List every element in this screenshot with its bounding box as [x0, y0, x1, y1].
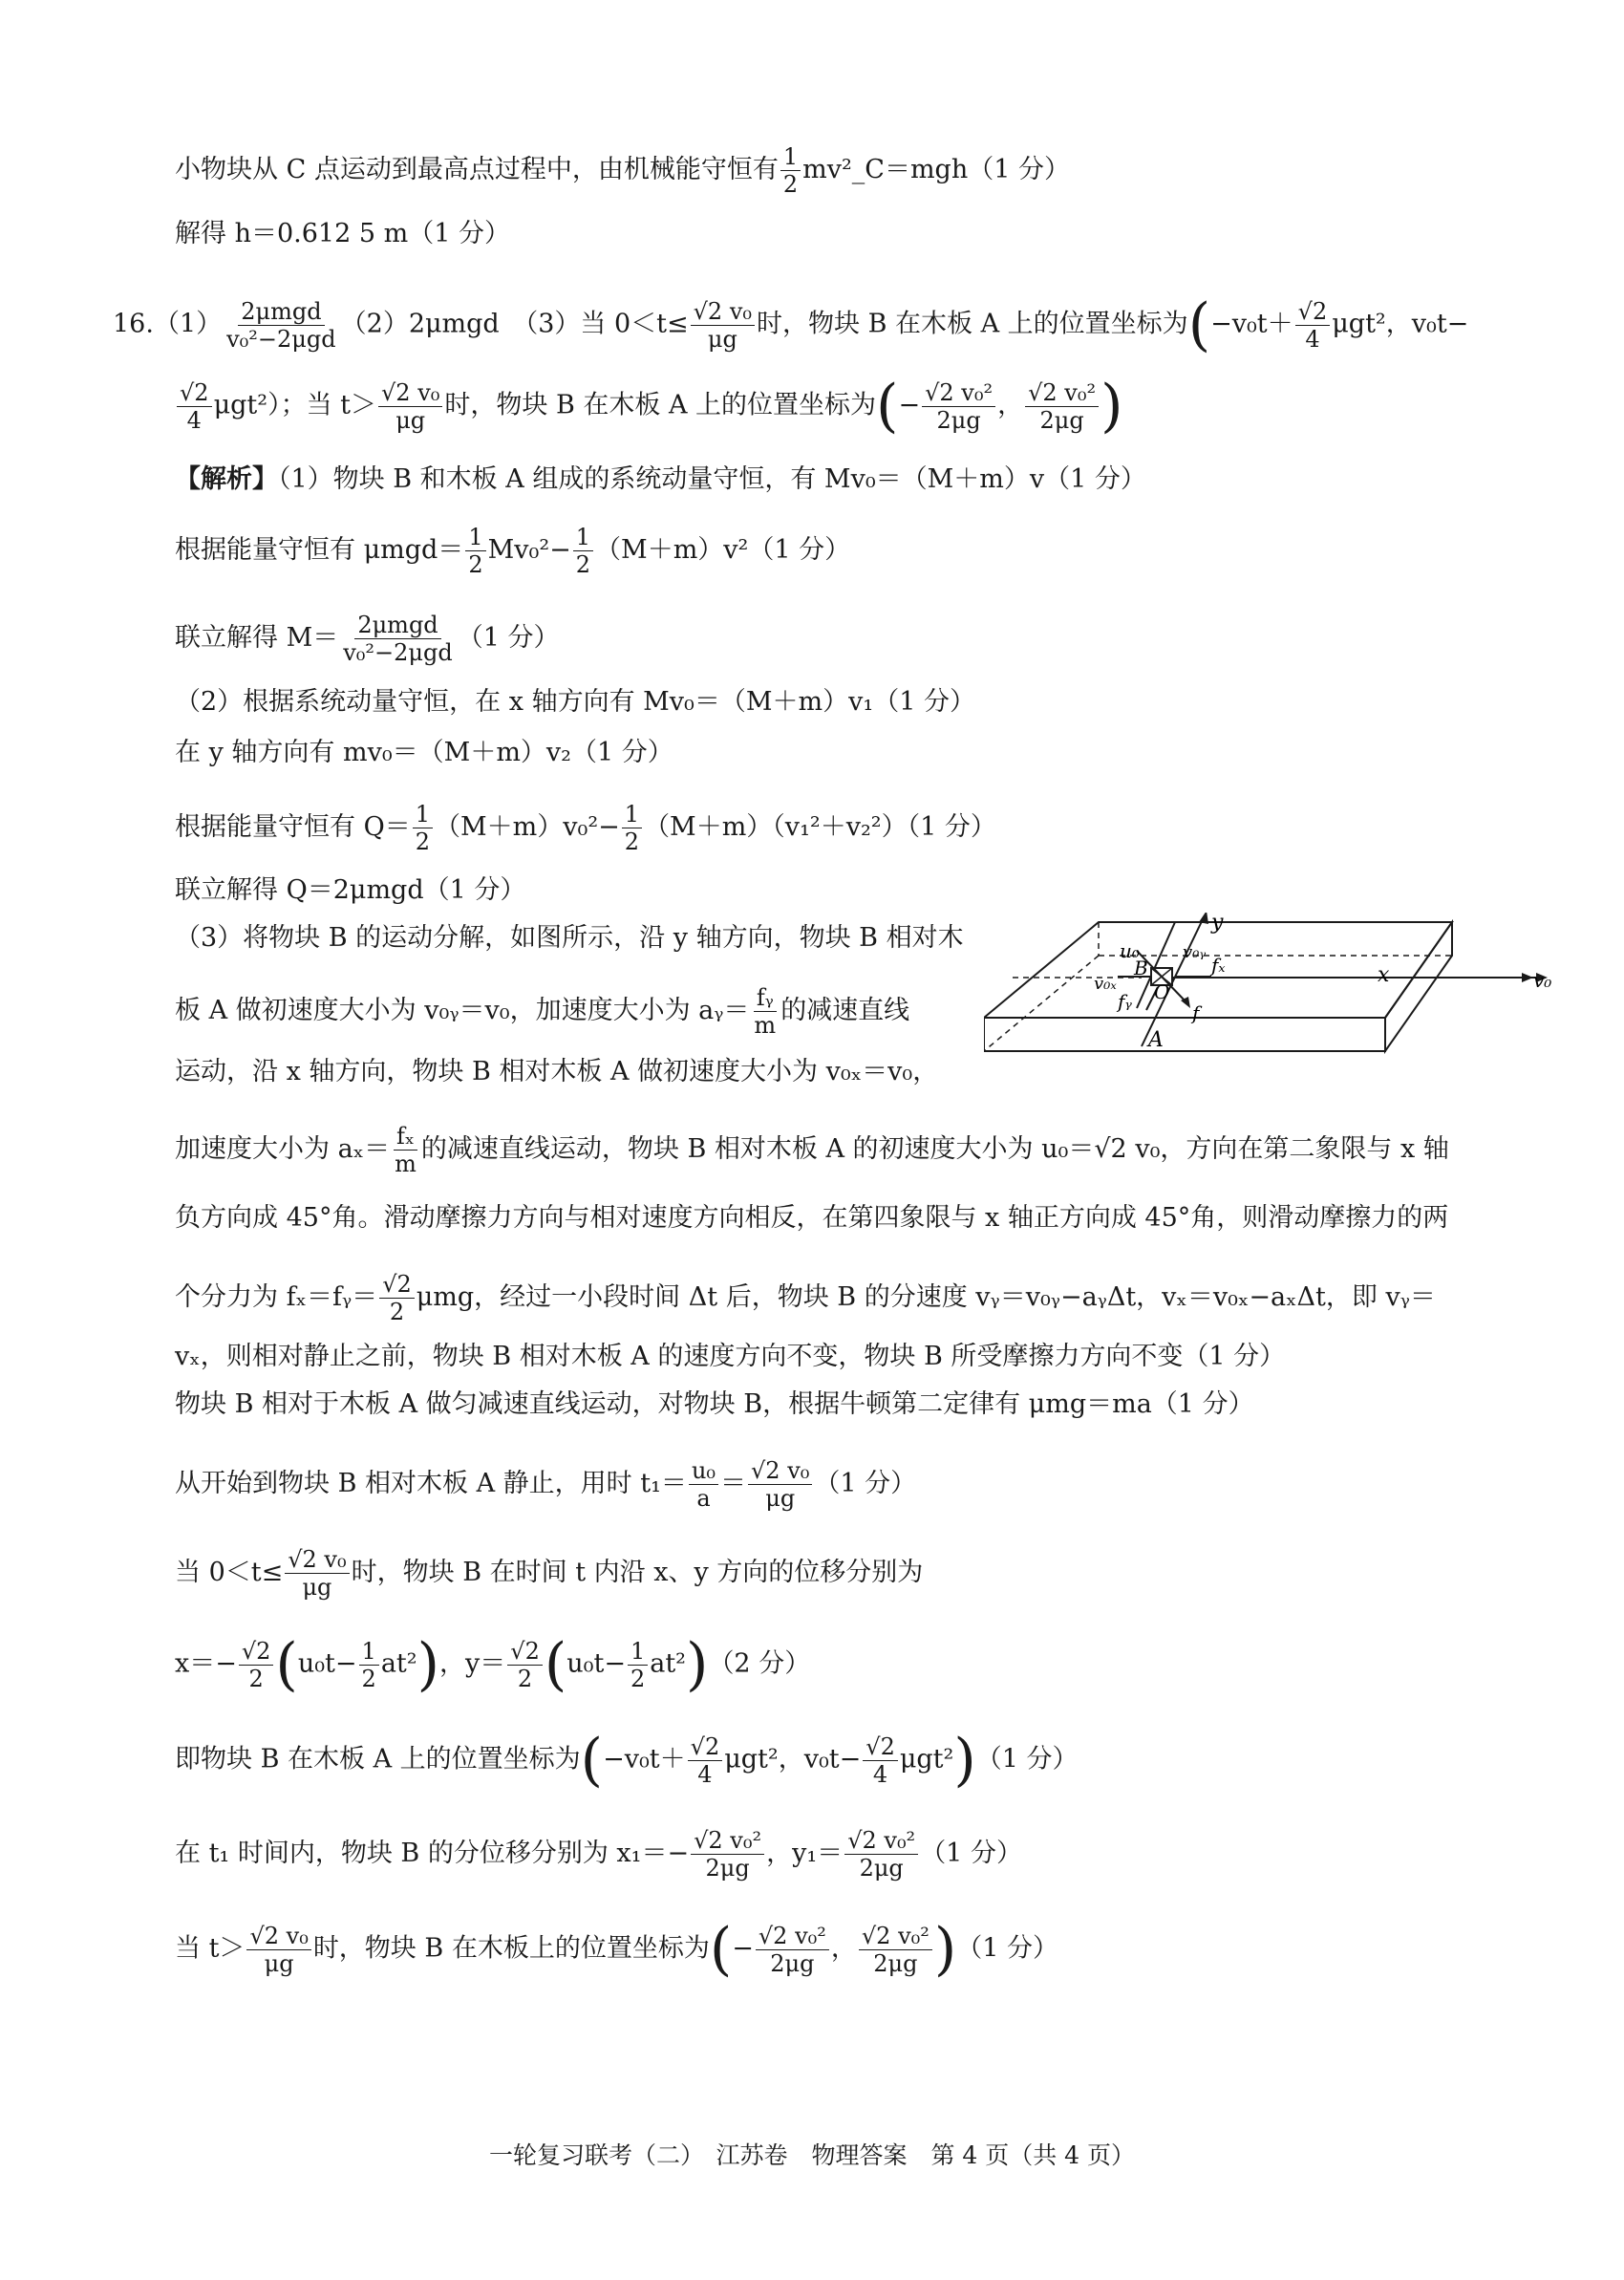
text: 运动，沿 x 轴方向，物块 B 相对木板 A 做初速度大小为 v₀ₓ＝v₀，: [175, 1057, 939, 1086]
fraction: [622, 801, 642, 855]
text: mv²_C＝mgh（1 分）: [802, 155, 1070, 184]
label-v0y: v₀ᵧ: [1183, 942, 1207, 962]
fraction: [378, 379, 442, 434]
label-v0x: v₀ₓ: [1094, 974, 1117, 994]
text: ，y₁＝: [766, 1839, 844, 1868]
analysis-heading: 【解析】: [175, 464, 278, 494]
text: （1 分）: [457, 623, 560, 653]
numerator: 1: [465, 524, 485, 551]
text-line: [175, 1631, 811, 1698]
numerator: fᵧ: [754, 984, 777, 1012]
text: Mv₀²−: [487, 535, 571, 565]
denominator: μg: [395, 406, 426, 434]
text: 小物块从 C 点运动到最高点过程中，由机械能守恒有: [175, 155, 779, 184]
denominator: μg: [302, 1574, 332, 1601]
denominator: 2: [624, 828, 640, 855]
text: vₓ，则相对静止之前，物块 B 相对木板 A 的速度方向不变，物块 B 所受摩擦力方向不变（1 分）: [175, 1342, 1286, 1371]
numerator: 1: [573, 524, 593, 551]
text: μgt²，v₀t−: [1332, 309, 1469, 339]
text-line: [175, 612, 560, 666]
denominator: μg: [264, 1949, 294, 1977]
text: （3）将物块 B 的运动分解，如图所示，沿 y 轴方向，物块 B 相对木: [175, 923, 964, 953]
label-y: y: [1211, 913, 1224, 935]
board-diagram: [984, 913, 1557, 1080]
numerator: √2 v₀: [691, 298, 755, 326]
fraction: [780, 143, 801, 198]
denominator: 4: [186, 406, 202, 434]
denominator: 2: [415, 828, 430, 855]
numerator: √2 v₀²: [756, 1923, 829, 1950]
text: 在 t₁ 时间内，物块 B 的分位移分别为 x₁＝−: [175, 1839, 690, 1868]
text: ＝: [720, 1469, 747, 1498]
text-line: [175, 1199, 1448, 1237]
label-o: O: [1154, 980, 1170, 1003]
text-line: [175, 683, 975, 721]
text-line: [175, 871, 525, 910]
text-line: [175, 1827, 1022, 1882]
text: 板 A 做初速度大小为 v₀ᵧ＝v₀，加速度大小为 aᵧ＝: [175, 996, 750, 1025]
text: 时，物块 B 在木板 A 上的位置坐标为: [757, 309, 1188, 339]
denominator: 2μg: [770, 1949, 815, 1977]
fraction: [922, 379, 995, 434]
board-front-face: [984, 1018, 1385, 1051]
numerator: u₀: [689, 1457, 718, 1485]
fraction: [844, 1827, 918, 1882]
numerator: √2 v₀²: [844, 1827, 918, 1855]
text-line: [175, 801, 996, 855]
fraction: [340, 612, 456, 666]
denominator: μg: [707, 325, 737, 353]
text-line: [175, 1457, 916, 1512]
text: μmg，经过一小段时间 Δt 后，物块 B 的分速度 vᵧ＝v₀ᵧ−aᵧΔt，vₓ＝v₀ₓ−aₓΔt，即 vᵧ＝: [416, 1282, 1436, 1312]
text: （M＋m）v²（1 分）: [595, 535, 851, 565]
text: 当 t＞: [175, 1933, 246, 1964]
text: 物块 B 相对于木板 A 做匀减速直线运动，对物块 B，根据牛顿第二定律有 μmg＝ma（1 分）: [175, 1389, 1254, 1419]
denominator: 2: [468, 551, 483, 578]
text: −v₀t＋: [1210, 309, 1293, 339]
label-v0: v₀: [1533, 969, 1552, 992]
numerator: √2: [379, 1271, 415, 1299]
numerator: √2 v₀²: [1025, 379, 1099, 407]
label-a: A: [1148, 1028, 1164, 1052]
fraction: [465, 524, 485, 578]
fraction: [239, 1638, 274, 1692]
text-line: [175, 1053, 938, 1091]
denominator: 4: [872, 1760, 888, 1788]
fraction: [392, 1123, 419, 1177]
fraction: [756, 1923, 829, 1977]
text: 负方向成 45°角。滑动摩擦力方向与相对速度方向相反，在第四象限与 x 轴正方向成 45°角，则滑动摩擦力的两: [175, 1203, 1449, 1233]
denominator: μg: [765, 1485, 796, 1512]
fraction: [177, 379, 212, 434]
text: （M＋m）v₀²−: [435, 812, 620, 842]
text: x＝−: [175, 1648, 237, 1679]
text-line: [175, 461, 1146, 499]
denominator: 2: [389, 1299, 405, 1325]
text: ，y＝: [439, 1648, 506, 1679]
label-b: B: [1134, 957, 1148, 979]
paren: (: [544, 1631, 567, 1698]
text: 联立解得 M＝: [175, 623, 339, 653]
board-side-face: [1385, 922, 1452, 1051]
q16-answer-line: [113, 291, 1469, 358]
numerator: √2: [507, 1638, 543, 1666]
text-line: [175, 1546, 923, 1601]
page-footer: 一轮复习联考（二） 江苏卷 物理答案 第 4 页（共 4 页）: [488, 2141, 1136, 2169]
text-line: [175, 1123, 1449, 1177]
fraction: [359, 1638, 379, 1692]
text-line: [175, 143, 1070, 198]
fraction: [224, 298, 339, 353]
text-line: [175, 1271, 1436, 1325]
text: （1 分）: [956, 1933, 1059, 1964]
fraction: [628, 1638, 648, 1692]
text: 时，物块 B 在木板 A 上的位置坐标为: [444, 390, 877, 420]
text-line: [175, 984, 909, 1039]
text: （2）根据系统动量守恒，在 x 轴方向有 Mv₀＝（M＋m）v₁（1 分）: [175, 687, 975, 717]
text-line: [175, 215, 510, 253]
text: 联立解得 Q＝2μmgd（1 分）: [175, 875, 526, 905]
denominator: 4: [1305, 325, 1320, 353]
numerator: √2 v₀: [246, 1923, 310, 1950]
denominator: v₀²−2μgd: [226, 325, 336, 353]
denominator: 2: [630, 1665, 646, 1692]
numerator: √2: [1295, 298, 1331, 326]
text: 解得 h＝0.612 5 m（1 分）: [175, 219, 510, 248]
text: 的减速直线运动，物块 B 相对木板 A 的初速度大小为 u₀＝√2 v₀，方向在第二象限与 x 轴: [420, 1134, 1449, 1164]
denominator: 2μg: [936, 406, 981, 434]
denominator: 2μg: [1039, 406, 1084, 434]
text: −v₀t＋: [603, 1744, 686, 1775]
text: u₀t−: [566, 1648, 626, 1679]
denominator: v₀²−2μgd: [343, 639, 453, 666]
text: （1 分）: [975, 1744, 1079, 1775]
numerator: √2: [688, 1733, 723, 1761]
text: （1 分）: [920, 1839, 1022, 1868]
text-line: [175, 1338, 1285, 1376]
numerator: 1: [359, 1638, 379, 1666]
numerator: √2 v₀: [285, 1546, 349, 1574]
numerator: 1: [413, 801, 433, 828]
fraction: [863, 1733, 898, 1788]
text-line: [175, 734, 673, 772]
fraction: [688, 1733, 723, 1788]
denominator: 2μg: [873, 1949, 918, 1977]
text: 个分力为 fₓ＝fᵧ＝: [175, 1282, 378, 1312]
text: −: [898, 390, 921, 420]
numerator: 2μmgd: [354, 612, 440, 639]
fraction: [573, 524, 593, 578]
denominator: 2μg: [859, 1855, 904, 1882]
text: at²: [380, 1648, 417, 1679]
numerator: fₓ: [394, 1123, 417, 1151]
fraction: [691, 1827, 764, 1882]
text: 时，物块 B 在木板上的位置坐标为: [312, 1933, 710, 1964]
paren: ): [417, 1631, 440, 1698]
fraction: [507, 1638, 543, 1692]
text: −: [732, 1933, 754, 1964]
text: 在 y 轴方向有 mv₀＝（M＋m）v₂（1 分）: [175, 738, 673, 767]
text: （M＋m）（v₁²＋v₂²）（1 分）: [644, 812, 996, 842]
text: u₀t−: [297, 1648, 357, 1679]
fraction: [1025, 379, 1099, 434]
denominator: 2μg: [705, 1855, 750, 1882]
fraction: [285, 1546, 349, 1601]
text: μgt²）；当 t＞: [213, 390, 376, 420]
text-line: [175, 1386, 1254, 1424]
text: 的减速直线: [780, 996, 910, 1025]
text-line: [175, 524, 850, 578]
denominator: 2: [575, 551, 591, 578]
text: 根据能量守恒有 Q＝: [175, 812, 411, 842]
denominator: m: [395, 1151, 417, 1177]
text: 即物块 B 在木板 A 上的位置坐标为: [175, 1744, 581, 1775]
denominator: a: [696, 1485, 711, 1512]
paren: (: [580, 1727, 604, 1794]
text: at²: [650, 1648, 687, 1679]
fraction: [689, 1457, 718, 1512]
label-u0: u₀: [1120, 939, 1140, 962]
text: 从开始到物块 B 相对木板 A 静止，用时 t₁＝: [175, 1469, 687, 1498]
label-f: f: [1192, 1001, 1200, 1024]
numerator: 1: [780, 143, 801, 171]
label-fx: fₓ: [1211, 954, 1226, 977]
numerator: 2μmgd: [238, 298, 324, 326]
fraction: [748, 1457, 812, 1512]
label-fy: fᵧ: [1118, 990, 1132, 1013]
paren: (: [1187, 291, 1211, 358]
numerator: √2 v₀²: [691, 1827, 764, 1855]
fraction: [859, 1923, 932, 1977]
text-line: [175, 1916, 1059, 1983]
text: μgt²，v₀t−: [724, 1744, 862, 1775]
denominator: 2: [361, 1665, 376, 1692]
text: （1）物块 B 和木板 A 组成的系统动量守恒，有 Mv₀＝（M＋m）v（1 分）: [278, 464, 1146, 494]
denominator: 4: [697, 1760, 713, 1788]
text: 加速度大小为 aₓ＝: [175, 1134, 391, 1164]
fraction: [1295, 298, 1331, 353]
fraction: [751, 984, 779, 1039]
numerator: √2: [177, 379, 212, 407]
fraction: [379, 1271, 415, 1325]
paren: (: [876, 373, 899, 440]
label-x: x: [1378, 963, 1390, 987]
numerator: √2: [239, 1638, 274, 1666]
numerator: √2: [863, 1733, 898, 1761]
fraction: [246, 1923, 310, 1977]
paren: (: [709, 1916, 733, 1983]
numerator: 1: [622, 801, 642, 828]
text: ，: [830, 1933, 857, 1964]
fraction: [691, 298, 755, 353]
text-line: [175, 919, 964, 957]
numerator: 1: [628, 1638, 648, 1666]
numerator: √2 v₀²: [859, 1923, 932, 1950]
text: 当 0＜t≤: [175, 1558, 284, 1587]
paren: ): [1100, 373, 1123, 440]
paren: ): [686, 1631, 709, 1698]
denominator: 2: [517, 1665, 533, 1692]
text: ，: [997, 390, 1024, 420]
paren: (: [275, 1631, 298, 1698]
text-line: [175, 1727, 1079, 1794]
paren: ): [933, 1916, 957, 1983]
text-line: [175, 373, 1123, 440]
question-number: 16.（1）: [113, 309, 223, 339]
numerator: √2 v₀: [378, 379, 442, 407]
text: （2 分）: [708, 1648, 811, 1679]
denominator: 2: [782, 171, 799, 198]
text: （1 分）: [814, 1469, 917, 1498]
paren: ): [953, 1727, 976, 1794]
numerator: √2 v₀²: [922, 379, 995, 407]
denominator: m: [754, 1012, 777, 1039]
text: 时，物块 B 在时间 t 内沿 x、y 方向的位移分别为: [351, 1558, 924, 1587]
fraction: [413, 801, 433, 855]
text: （2）2μmgd （3）当 0＜t≤: [340, 309, 689, 339]
v0-arrow: [1522, 973, 1533, 982]
denominator: 2: [248, 1665, 264, 1692]
y-axis-arrow: [1199, 913, 1208, 924]
text: 根据能量守恒有 μmgd＝: [175, 535, 464, 565]
numerator: √2 v₀: [748, 1457, 812, 1485]
text: μgt²: [899, 1744, 954, 1775]
